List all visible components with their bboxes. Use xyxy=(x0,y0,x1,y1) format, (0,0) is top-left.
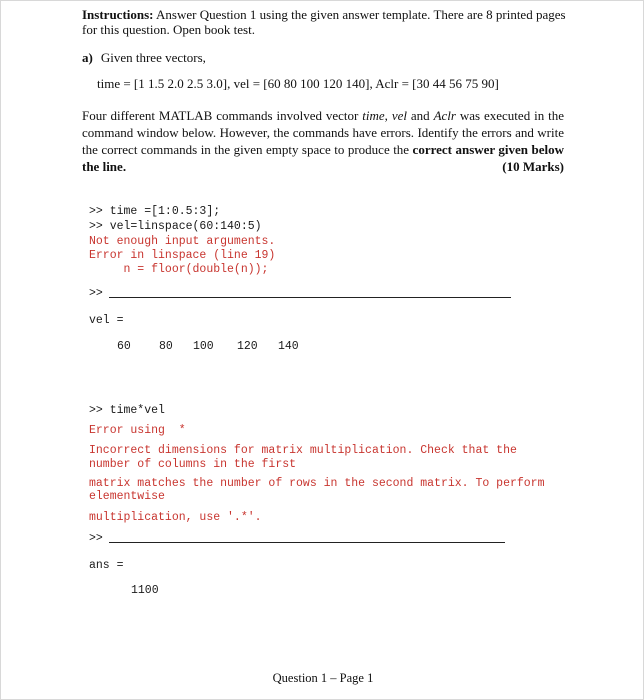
para-time: time xyxy=(362,108,385,123)
vel-value: 60 xyxy=(117,340,131,353)
cmd-vel: >> vel=linspace(60:140:5) xyxy=(89,220,262,233)
vel-value: 100 xyxy=(193,340,214,353)
error-line: Not enough input arguments. xyxy=(89,235,276,248)
instructions-label: Instructions: xyxy=(82,7,154,22)
para-text: Four different MATLAB commands involved vector xyxy=(82,108,363,123)
answer-prompt: >> xyxy=(89,532,103,545)
error-line: Incorrect dimensions for matrix multiplication. Check that the xyxy=(89,444,517,457)
part-text: Given three vectors, xyxy=(100,50,206,65)
var-ans: ans = xyxy=(89,559,124,572)
question-paragraph xyxy=(82,107,564,175)
answer-blank-line[interactable] xyxy=(109,542,505,543)
para-rest: was executed in the command window below. However, the commands have errors. Identify the errors and write the correct commands in the given empty space to produce the xyxy=(82,108,565,157)
para-comma: , xyxy=(384,108,392,123)
error-line: multiplication, use '.*'. xyxy=(89,511,262,524)
marks-label: (10 Marks) xyxy=(502,159,564,174)
error-line: n = floor(double(n)); xyxy=(89,263,269,276)
page-footer: Question 1 – Page 1 xyxy=(272,671,374,685)
question-part-a xyxy=(82,50,206,66)
error-line: number of columns in the first xyxy=(89,458,297,471)
para-vel: vel xyxy=(391,108,407,123)
answer-prompt: >> xyxy=(89,287,103,300)
error-line: Error using * xyxy=(89,424,186,437)
para-bold: correct answer given below the line xyxy=(82,142,564,174)
vector-definitions: time = [1 1.5 2.0 2.5 3.0], vel = [60 80 100 120 140], Aclr = [30 44 56 75 90] xyxy=(97,76,499,91)
vel-value: 80 xyxy=(159,340,173,353)
error-line: matrix matches the number of rows in the second matrix. To perform xyxy=(89,477,545,490)
ans-value: 1100 xyxy=(131,584,159,597)
instructions xyxy=(82,7,572,37)
para-aclr: Aclr xyxy=(433,108,456,123)
error-line: Error in linspace (line 19) xyxy=(89,249,276,262)
part-label: a) xyxy=(82,50,93,65)
vel-value: 120 xyxy=(237,340,258,353)
instructions-text: Answer Question 1 using the given answer template. There are 8 printed pages for this question. Open book test. xyxy=(82,7,566,37)
answer-blank-line[interactable] xyxy=(109,297,511,298)
para-and: and xyxy=(406,108,434,123)
cmd-multiply: >> time*vel xyxy=(89,404,165,417)
var-vel: vel = xyxy=(89,314,124,327)
para-end: . xyxy=(122,159,127,174)
vel-value: 140 xyxy=(278,340,299,353)
cmd-time: >> time =[1:0.5:3]; xyxy=(89,205,221,218)
error-line: elementwise xyxy=(89,490,165,503)
